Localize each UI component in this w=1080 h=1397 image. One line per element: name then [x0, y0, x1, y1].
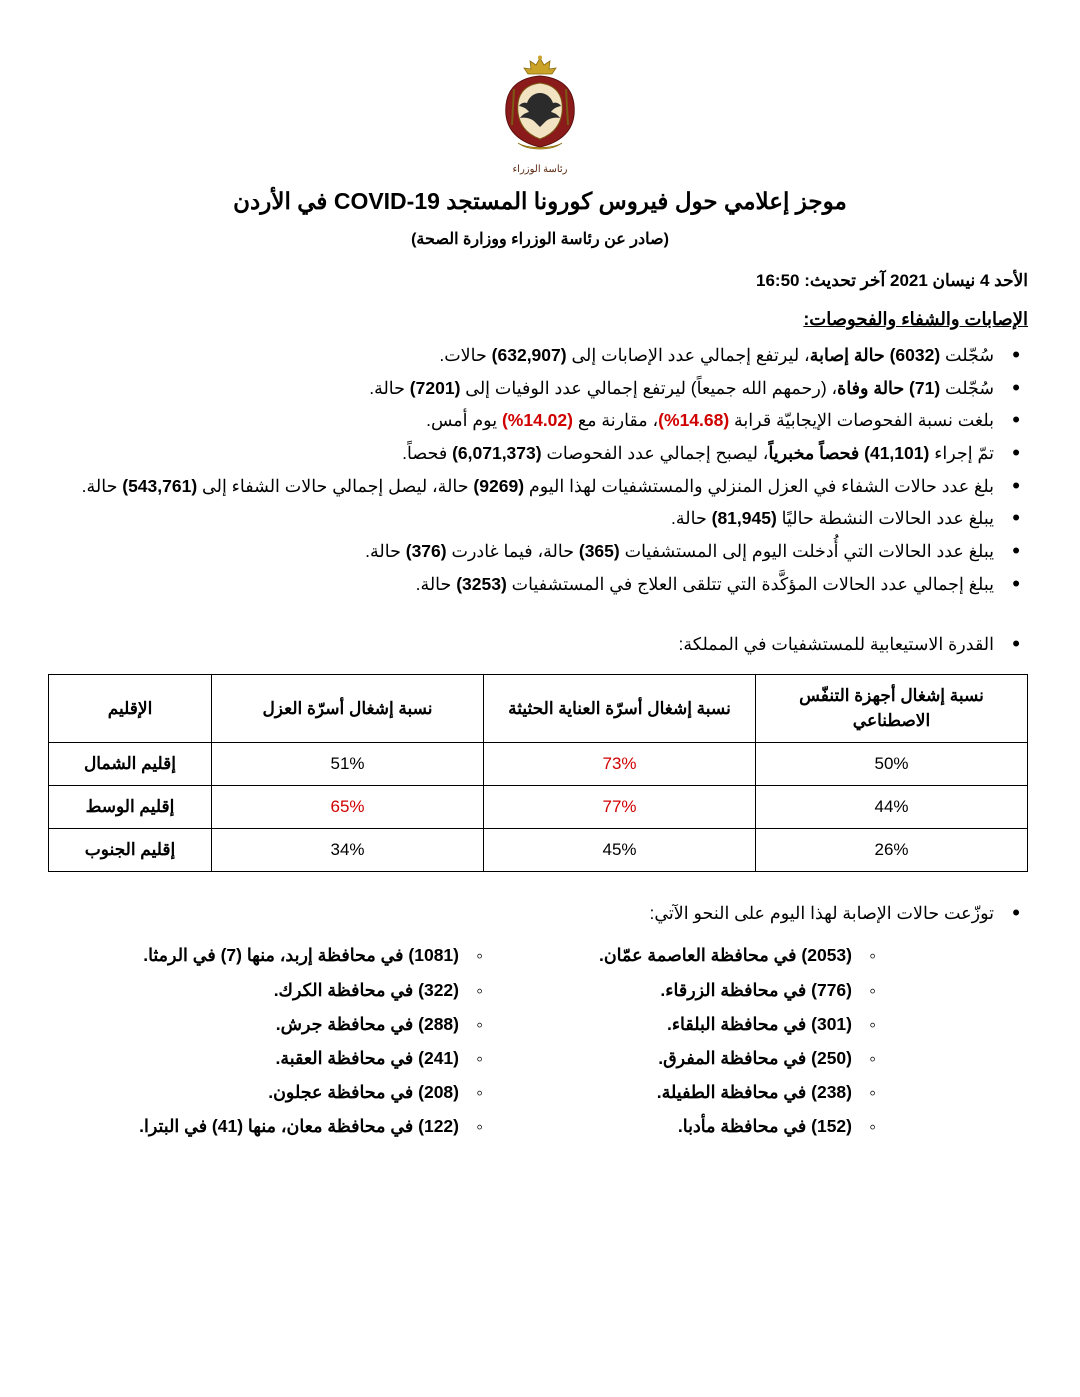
plain-text: يوم أمس.	[426, 410, 502, 431]
list-item	[52, 503, 1028, 534]
section-heading	[52, 309, 1028, 330]
emphasis-value: (81,945)	[711, 508, 777, 529]
section-heading-text: الإصابات والشفاء والفحوصات:	[803, 309, 1028, 330]
statistics-list	[52, 340, 1028, 660]
cell-isolation: 65%	[212, 785, 484, 828]
emphasis-value: (6032) حالة إصابة	[809, 345, 941, 366]
plain-text: يبلغ عدد الحالات التي أُدخلت اليوم إلى المستشفيات	[619, 540, 994, 561]
list-item: ◦ (250) في محافظة المفرق.	[555, 1041, 888, 1075]
list-item	[52, 471, 1028, 502]
list-item: ◦ (152) في محافظة مأدبا.	[555, 1109, 888, 1143]
distribution-column-left	[52, 938, 535, 1143]
plain-text: سُجّلت	[940, 377, 994, 398]
plain-text: يبلغ عدد الحالات النشطة حاليًا	[776, 508, 994, 529]
last-update-line: الأحد 4 نيسان 2021 آخر تحديث: 16:50	[756, 271, 1028, 291]
emphasis-value: (71) حالة وفاة	[837, 377, 941, 398]
emphasis-value: (365)	[578, 540, 620, 561]
emphasis-value: (41,101) فحصاً مخبرياً	[768, 443, 930, 464]
cell-icu: 45%	[484, 828, 756, 871]
highlight-value: (14.02%)	[501, 410, 573, 431]
cell-ventilators: 44%	[756, 785, 1028, 828]
cell-region: إقليم الجنوب	[49, 828, 212, 871]
list-item: ◦ (208) في محافظة عجلون.	[64, 1075, 495, 1109]
distribution-intro-list	[52, 898, 1028, 929]
plain-text: ، ليصبح إجمالي عدد الفحوصات	[541, 443, 769, 464]
list-item: ◦ (301) في محافظة البلقاء.	[555, 1007, 888, 1041]
list-item: ◦ (122) في محافظة معان، منها (41) في البترا.	[64, 1109, 495, 1143]
list-item: ◦ (1081) في محافظة إربد، منها (7) في الرمثا.	[64, 938, 495, 972]
list-item	[52, 405, 1028, 436]
list-item: ◦ (322) في محافظة الكرك.	[64, 973, 495, 1007]
plain-text: حالة.	[369, 377, 410, 398]
cell-icu: 77%	[484, 785, 756, 828]
plain-text: حالة.	[81, 475, 123, 496]
list-item: ◦ (288) في محافظة جرش.	[64, 1007, 495, 1041]
plain-text: حالة.	[365, 540, 406, 561]
column-header-ventilators: نسبة إشغال أجهزة التنفّس الاصطناعي	[756, 674, 1028, 742]
distribution-intro: • توزّعت حالات الإصابة لهذا اليوم على النحو الآتي:	[52, 898, 1028, 929]
cell-icu: 73%	[484, 742, 756, 785]
plain-text: حالة، فيما غادرت	[446, 540, 579, 561]
cell-isolation: 34%	[212, 828, 484, 871]
list-item	[52, 373, 1028, 404]
distribution-list-right	[555, 938, 1018, 1143]
column-header-region: الإقليم	[49, 674, 212, 742]
distribution-list-left	[64, 938, 535, 1143]
list-item: ◦ (238) في محافظة الطفيلة.	[555, 1075, 888, 1109]
table-header-row	[49, 674, 1028, 742]
column-header-icu: نسبة إشغال أسرّة العناية الحثيثة	[484, 674, 756, 742]
plain-text: ، (رحمهم الله جميعاً) ليرتفع إجمالي عدد الوفيات إلى	[460, 377, 838, 398]
cell-ventilators: 26%	[756, 828, 1028, 871]
plain-text: حالة، ليصل إجمالي حالات الشفاء إلى	[197, 475, 474, 496]
plain-text: حالة.	[415, 573, 457, 594]
table-body	[49, 742, 1028, 871]
emblem-caption: رئاسة الوزراء	[512, 164, 568, 175]
list-item	[52, 340, 1028, 371]
distribution-grid	[52, 938, 1028, 1143]
column-header-isolation: نسبة إشغال أسرّة العزل	[212, 674, 484, 742]
list-item: ◦ (241) في محافظة العقبة.	[64, 1041, 495, 1075]
emphasis-value: (632,907)	[491, 345, 567, 366]
page-title: موجز إعلامي حول فيروس كورونا المستجد COVID-19 في الأردن	[233, 188, 847, 214]
hospital-capacity-table	[48, 674, 1028, 872]
list-item: ◦ (776) في محافظة الزرقاء.	[555, 973, 888, 1007]
emphasis-value: (376)	[405, 540, 447, 561]
emphasis-value: (9269)	[473, 475, 525, 496]
page-subtitle: (صادر عن رئاسة الوزراء ووزارة الصحة)	[411, 231, 669, 249]
emphasis-value: (3253)	[456, 573, 507, 594]
plain-text: فحصاً.	[402, 443, 453, 464]
plain-text: حالة.	[671, 508, 712, 529]
emphasis-value: (6,071,373)	[452, 443, 542, 464]
emblem-block	[52, 55, 1028, 175]
highlight-value: (14.68%)	[658, 410, 730, 431]
list-item: ◦ (2053) في محافظة العاصمة عمّان.	[555, 938, 888, 972]
cell-region: إقليم الشمال	[49, 742, 212, 785]
capacity-intro: • القدرة الاستيعابية للمستشفيات في المملكة:	[52, 629, 1028, 660]
plain-text: بلغت نسبة الفحوصات الإيجابيّة قرابة	[729, 410, 994, 431]
plain-text: حالات.	[439, 345, 492, 366]
plain-text: سُجّلت	[940, 345, 994, 366]
jordan-coat-of-arms-icon	[494, 55, 586, 163]
plain-text: بلغ عدد حالات الشفاء في العزل المنزلي والمستشفيات لهذا اليوم	[524, 475, 994, 496]
plain-text: تمّ إجراء	[929, 443, 994, 464]
cell-region: إقليم الوسط	[49, 785, 212, 828]
cell-isolation: 51%	[212, 742, 484, 785]
distribution-column-right	[535, 938, 1018, 1143]
cell-ventilators: 50%	[756, 742, 1028, 785]
emphasis-value: (7201)	[409, 377, 461, 398]
plain-text: ، ليرتفع إجمالي عدد الإصابات إلى	[566, 345, 810, 366]
table-row	[49, 785, 1028, 828]
table-row	[49, 828, 1028, 871]
plain-text: ، مقارنة مع	[572, 410, 659, 431]
emphasis-value: (543,761)	[122, 475, 198, 496]
table-row	[49, 742, 1028, 785]
list-item	[52, 536, 1028, 567]
list-item	[52, 569, 1028, 600]
list-item	[52, 438, 1028, 469]
plain-text: يبلغ إجمالي عدد الحالات المؤكَّدة التي تتلقى العلاج في المستشفيات	[506, 573, 994, 594]
